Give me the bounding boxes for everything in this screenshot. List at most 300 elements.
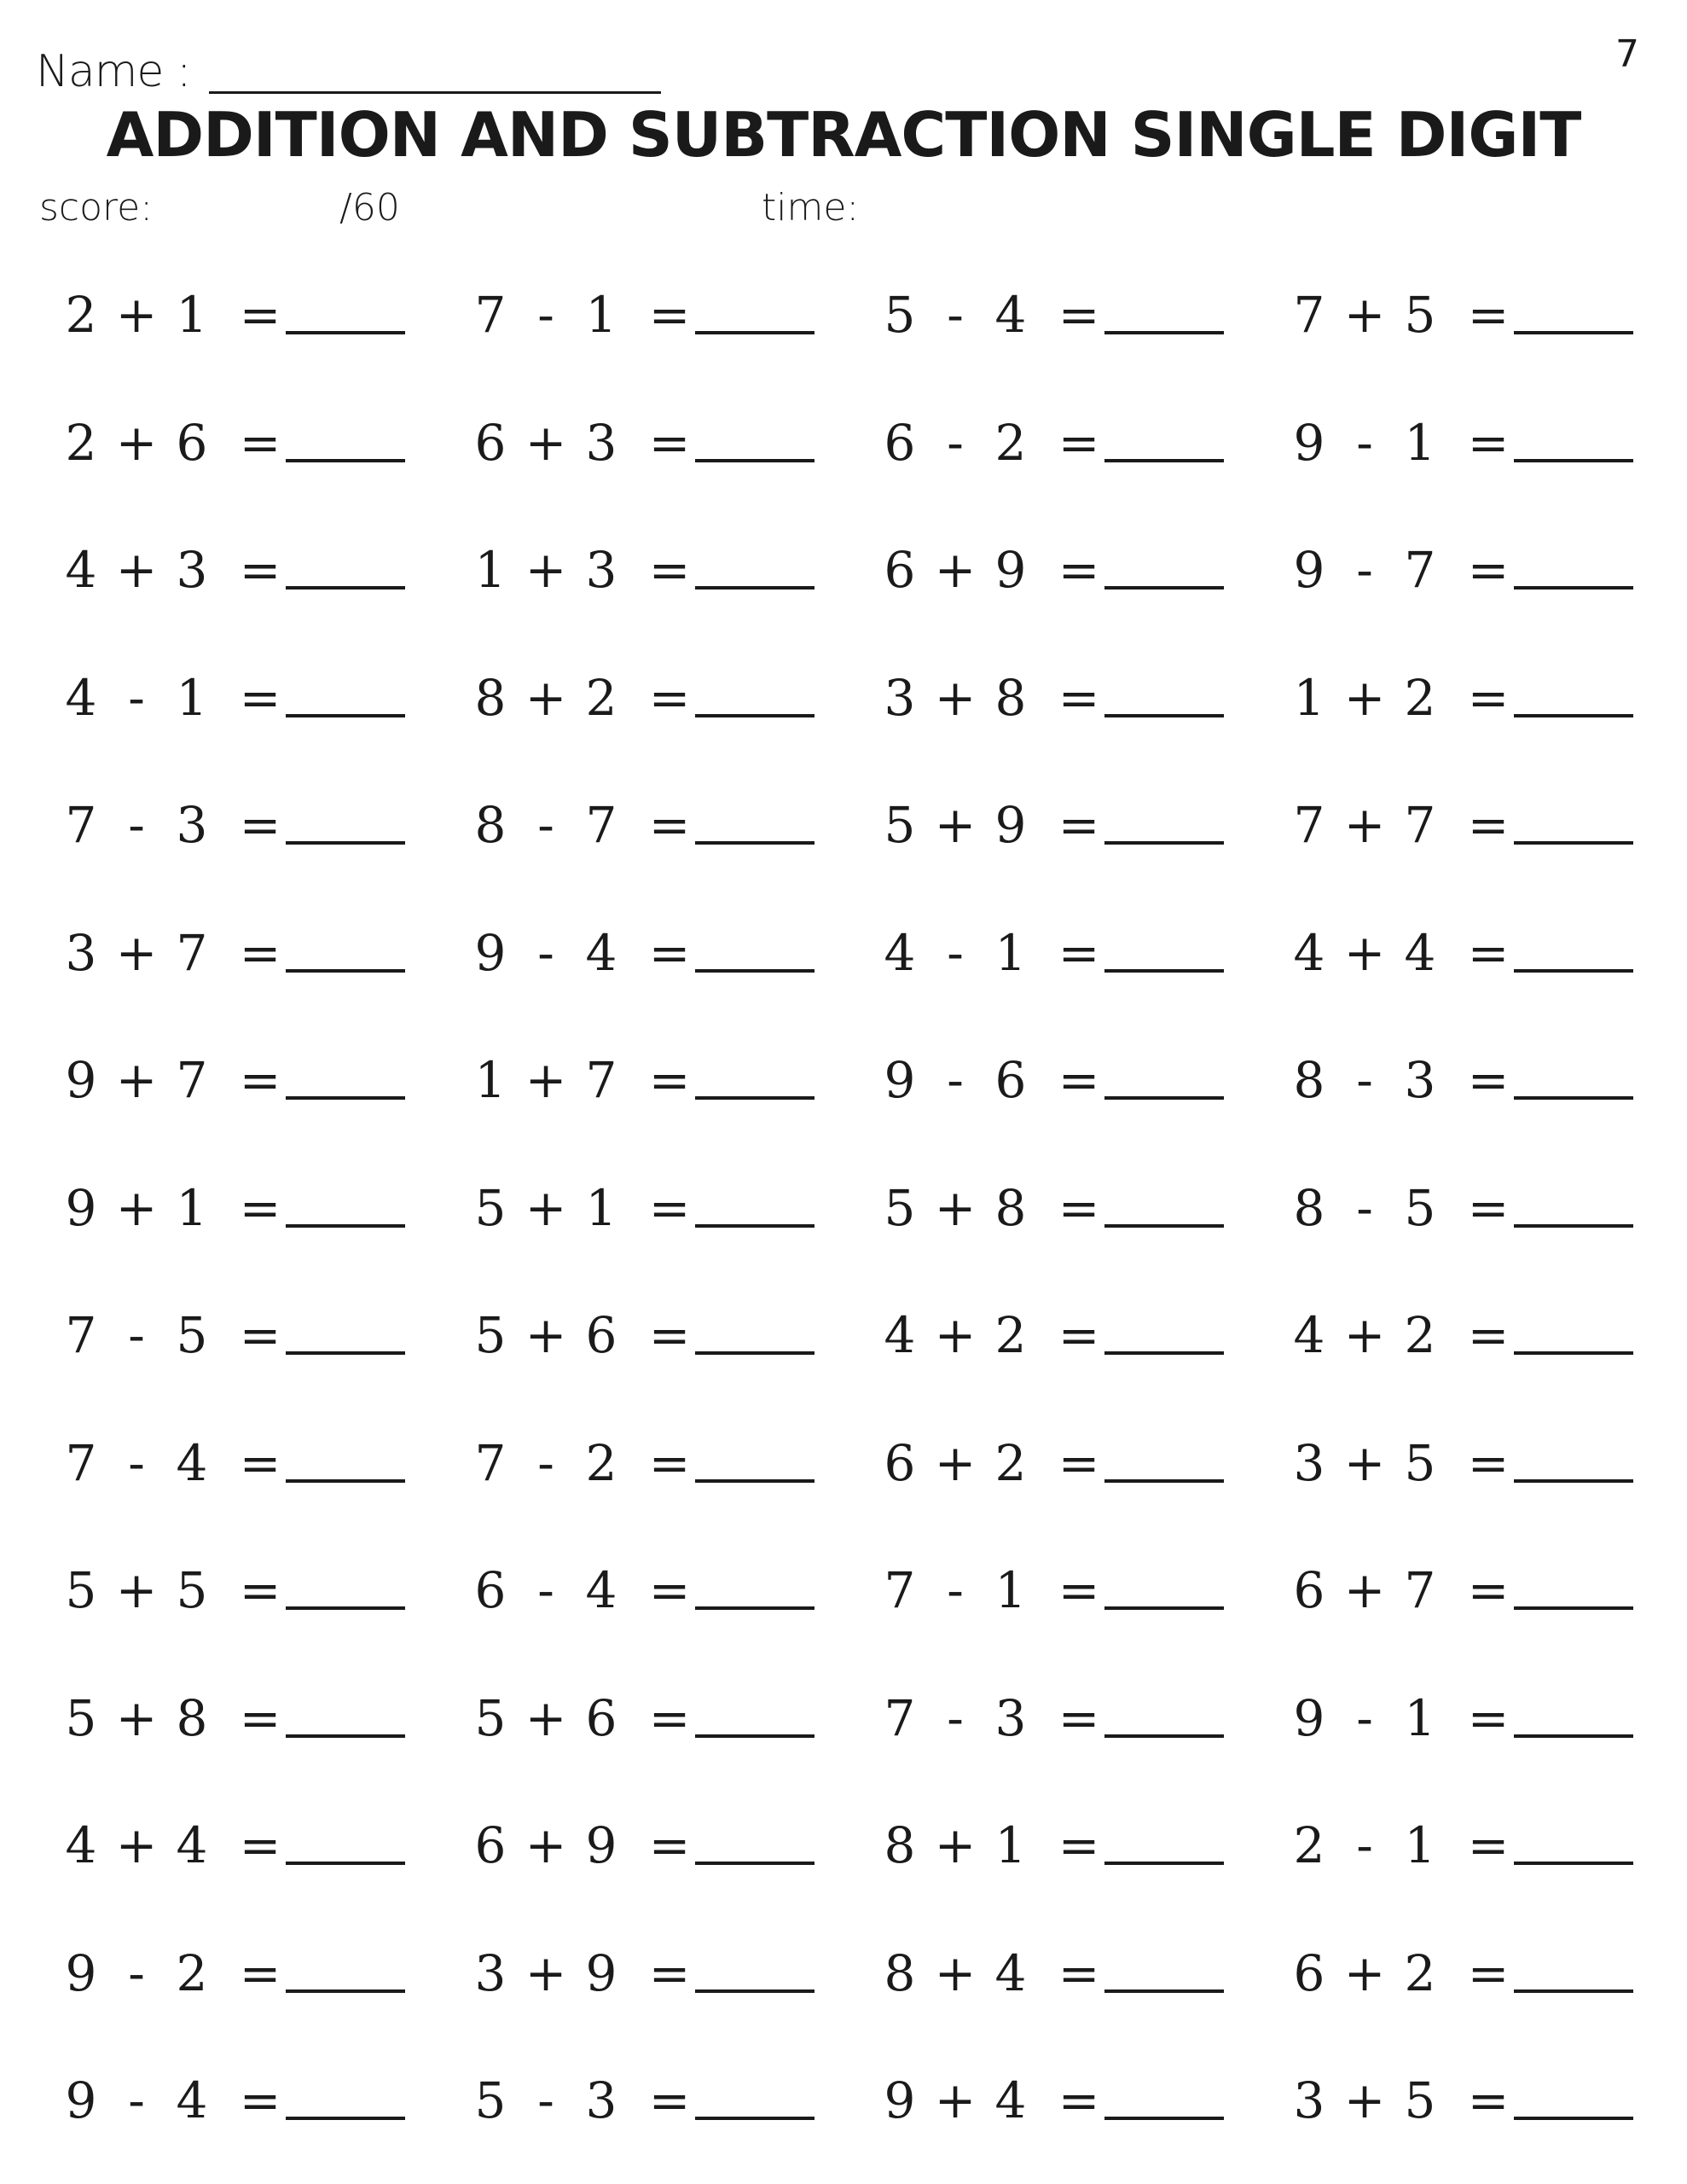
operand-a: 3: [65, 924, 97, 982]
math-problem: [1292, 1293, 1676, 1370]
operator: +: [115, 286, 158, 344]
operand-a: 6: [1293, 1944, 1325, 2002]
equals-sign: =: [648, 286, 691, 344]
operator: +: [934, 1816, 977, 1874]
problem-row: [0, 1166, 1687, 1243]
operator: +: [934, 2071, 977, 2129]
operand-a: 9: [1293, 414, 1325, 472]
equals-sign: =: [648, 1561, 691, 1619]
operator: +: [1343, 286, 1386, 344]
math-problem: [883, 1676, 1267, 1753]
operand-b: 8: [994, 669, 1027, 727]
operand-b: 3: [585, 414, 617, 472]
operand-b: 2: [1404, 669, 1436, 727]
answer-blank[interactable]: [286, 1479, 405, 1483]
operand-b: 3: [1404, 1051, 1436, 1109]
operand-b: 5: [1404, 2071, 1436, 2129]
answer-blank[interactable]: [1104, 1989, 1224, 1993]
problem-row: [0, 1421, 1687, 1498]
operand-b: 4: [176, 2071, 208, 2129]
equals-sign: =: [648, 669, 691, 727]
math-problem: [883, 911, 1267, 988]
equals-sign: =: [1467, 541, 1510, 599]
operand-a: 7: [884, 1561, 916, 1619]
operator: -: [128, 796, 145, 854]
math-problem: [64, 1166, 448, 1243]
answer-blank[interactable]: [1104, 969, 1224, 973]
operator: -: [947, 286, 964, 344]
answer-blank[interactable]: [1104, 1224, 1224, 1228]
math-problem: [883, 783, 1267, 860]
math-problem: [883, 528, 1267, 605]
operand-b: 2: [994, 1306, 1027, 1364]
equals-sign: =: [239, 1689, 281, 1747]
math-problem: [1292, 783, 1676, 860]
operand-b: 2: [1404, 1306, 1436, 1364]
page-number: 7: [1615, 32, 1639, 76]
answer-blank[interactable]: [1104, 1479, 1224, 1483]
operator: -: [947, 1051, 964, 1109]
operand-a: 1: [1293, 669, 1325, 727]
answer-blank[interactable]: [695, 714, 815, 717]
equals-sign: =: [1467, 1816, 1510, 1874]
equals-sign: =: [648, 414, 691, 472]
operand-a: 9: [65, 1944, 97, 2002]
answer-blank[interactable]: [1514, 1224, 1633, 1228]
operand-a: 9: [884, 2071, 916, 2129]
operand-a: 5: [474, 1179, 507, 1237]
math-problem: [1292, 1804, 1676, 1880]
equals-sign: =: [648, 541, 691, 599]
worksheet-header: [0, 0, 1687, 247]
operand-b: 1: [585, 1179, 617, 1237]
math-problem: [1292, 1548, 1676, 1625]
operand-b: 3: [176, 796, 208, 854]
answer-blank[interactable]: [1514, 331, 1633, 334]
math-problem: [883, 401, 1267, 478]
operand-b: 4: [176, 1816, 208, 1874]
math-problem: [473, 1676, 857, 1753]
operand-a: 7: [65, 1434, 97, 1492]
operand-b: 6: [585, 1689, 617, 1747]
name-input-line[interactable]: [209, 47, 661, 94]
answer-blank[interactable]: [1514, 1096, 1633, 1100]
operator: -: [1356, 1179, 1373, 1237]
operand-a: 5: [884, 1179, 916, 1237]
answer-blank[interactable]: [1514, 1989, 1633, 1993]
equals-sign: =: [1058, 1434, 1100, 1492]
operator: +: [525, 1944, 567, 2002]
operand-b: 1: [176, 669, 208, 727]
operand-b: 7: [176, 924, 208, 982]
equals-sign: =: [239, 1051, 281, 1109]
operand-a: 6: [1293, 1561, 1325, 1619]
operand-a: 4: [1293, 924, 1325, 982]
math-problem: [1292, 656, 1676, 733]
operator: +: [1343, 1944, 1386, 2002]
operand-b: 2: [1404, 1944, 1436, 2002]
operator: +: [525, 1689, 567, 1747]
equals-sign: =: [239, 796, 281, 854]
problem-row: [0, 528, 1687, 605]
math-problem: [473, 656, 857, 733]
math-problem: [473, 1421, 857, 1498]
score-total: /60: [339, 186, 400, 229]
operand-a: 5: [474, 1689, 507, 1747]
answer-blank[interactable]: [1104, 586, 1224, 590]
operand-a: 4: [1293, 1306, 1325, 1364]
operand-b: 5: [176, 1561, 208, 1619]
operator: +: [115, 1051, 158, 1109]
math-problem: [1292, 273, 1676, 350]
equals-sign: =: [239, 1944, 281, 2002]
math-problem: [1292, 528, 1676, 605]
equals-sign: =: [1058, 1689, 1100, 1747]
operand-a: 5: [65, 1689, 97, 1747]
answer-blank[interactable]: [695, 1479, 815, 1483]
operand-b: 6: [176, 414, 208, 472]
answer-blank[interactable]: [1104, 2117, 1224, 2120]
operator: -: [947, 1561, 964, 1619]
operand-b: 1: [1404, 1689, 1436, 1747]
operand-b: 2: [585, 669, 617, 727]
equals-sign: =: [648, 796, 691, 854]
operand-b: 4: [176, 1434, 208, 1492]
answer-blank[interactable]: [286, 1351, 405, 1355]
operand-b: 6: [585, 1306, 617, 1364]
equals-sign: =: [1058, 541, 1100, 599]
operand-b: 1: [994, 1561, 1027, 1619]
answer-blank[interactable]: [1514, 1351, 1633, 1355]
equals-sign: =: [239, 1561, 281, 1619]
operator: +: [115, 414, 158, 472]
operator: +: [525, 1306, 567, 1364]
answer-blank[interactable]: [1104, 331, 1224, 334]
operand-a: 4: [884, 1306, 916, 1364]
score-time-row: [0, 186, 1687, 241]
math-problem: [473, 1293, 857, 1370]
operator: +: [934, 1179, 977, 1237]
operand-a: 9: [1293, 1689, 1325, 1747]
answer-blank[interactable]: [286, 841, 405, 845]
equals-sign: =: [1058, 796, 1100, 854]
answer-blank[interactable]: [1514, 1479, 1633, 1483]
answer-blank[interactable]: [1514, 2117, 1633, 2120]
math-problem: [883, 656, 1267, 733]
operand-a: 2: [65, 414, 97, 472]
answer-blank[interactable]: [1514, 586, 1633, 590]
operand-b: 1: [176, 286, 208, 344]
operand-a: 7: [65, 1306, 97, 1364]
operator: +: [934, 541, 977, 599]
math-problem: [64, 1038, 448, 1115]
answer-blank[interactable]: [1514, 1734, 1633, 1738]
operand-b: 3: [585, 2071, 617, 2129]
operand-a: 3: [474, 1944, 507, 2002]
answer-blank[interactable]: [695, 1989, 815, 1993]
answer-blank[interactable]: [1104, 1351, 1224, 1355]
operator: -: [537, 1434, 554, 1492]
equals-sign: =: [1058, 1306, 1100, 1364]
operator: +: [934, 1944, 977, 2002]
answer-blank[interactable]: [1514, 1862, 1633, 1865]
answer-blank[interactable]: [695, 1224, 815, 1228]
operand-b: 1: [585, 286, 617, 344]
math-problem: [883, 1038, 1267, 1115]
operator: -: [1356, 1816, 1373, 1874]
math-problem: [64, 273, 448, 350]
problem-row: [0, 1548, 1687, 1625]
operator: -: [537, 796, 554, 854]
answer-blank[interactable]: [286, 1224, 405, 1228]
math-problem: [473, 2059, 857, 2135]
math-problem: [64, 2059, 448, 2135]
operand-a: 7: [65, 796, 97, 854]
operand-b: 9: [994, 541, 1027, 599]
answer-blank[interactable]: [286, 2117, 405, 2120]
equals-sign: =: [1058, 924, 1100, 982]
answer-blank[interactable]: [286, 1096, 405, 1100]
operator: +: [525, 1051, 567, 1109]
operand-b: 1: [1404, 414, 1436, 472]
answer-blank[interactable]: [286, 714, 405, 717]
operand-b: 4: [994, 1944, 1027, 2002]
operand-b: 5: [1404, 1179, 1436, 1237]
math-problem: [1292, 1038, 1676, 1115]
answer-blank[interactable]: [286, 331, 405, 334]
math-problem: [883, 1548, 1267, 1625]
operator: -: [537, 286, 554, 344]
math-problem: [1292, 1931, 1676, 2008]
operand-a: 8: [474, 796, 507, 854]
operand-a: 2: [1293, 1816, 1325, 1874]
equals-sign: =: [1058, 414, 1100, 472]
problem-row: [0, 1293, 1687, 1370]
answer-blank[interactable]: [695, 459, 815, 462]
math-problem: [64, 528, 448, 605]
operator: +: [1343, 796, 1386, 854]
answer-blank[interactable]: [1104, 841, 1224, 845]
equals-sign: =: [1467, 286, 1510, 344]
answer-blank[interactable]: [286, 1989, 405, 1993]
math-problem: [473, 1804, 857, 1880]
math-problem: [473, 273, 857, 350]
answer-blank[interactable]: [286, 1606, 405, 1610]
math-problem: [64, 656, 448, 733]
operator: +: [1343, 2071, 1386, 2129]
equals-sign: =: [239, 669, 281, 727]
operand-a: 9: [884, 1051, 916, 1109]
answer-blank[interactable]: [695, 841, 815, 845]
equals-sign: =: [239, 1434, 281, 1492]
math-problem: [883, 1931, 1267, 2008]
operand-a: 7: [474, 1434, 507, 1492]
problem-row: [0, 273, 1687, 350]
operand-b: 9: [994, 796, 1027, 854]
answer-blank[interactable]: [695, 1734, 815, 1738]
answer-blank[interactable]: [1104, 1862, 1224, 1865]
answer-blank[interactable]: [695, 331, 815, 334]
name-label: Name :: [36, 46, 191, 97]
operand-b: 2: [994, 414, 1027, 472]
answer-blank[interactable]: [695, 1351, 815, 1355]
operand-b: 1: [1404, 1816, 1436, 1874]
equals-sign: =: [1058, 1561, 1100, 1619]
worksheet-title: ADDITION AND SUBTRACTION SINGLE DIGIT: [106, 99, 1581, 171]
operator: +: [525, 414, 567, 472]
operand-a: 5: [65, 1561, 97, 1619]
math-problem: [64, 783, 448, 860]
operator: +: [1343, 1434, 1386, 1492]
equals-sign: =: [1467, 1179, 1510, 1237]
equals-sign: =: [1467, 1051, 1510, 1109]
math-problem: [64, 401, 448, 478]
answer-blank[interactable]: [1104, 1606, 1224, 1610]
operand-a: 7: [1293, 796, 1325, 854]
equals-sign: =: [648, 1689, 691, 1747]
equals-sign: =: [239, 2071, 281, 2129]
operand-a: 6: [474, 1816, 507, 1874]
operand-a: 4: [65, 669, 97, 727]
problem-row: [0, 1931, 1687, 2008]
operand-b: 8: [994, 1179, 1027, 1237]
problem-row: [0, 2059, 1687, 2135]
operator: +: [115, 1179, 158, 1237]
operand-a: 4: [65, 541, 97, 599]
operand-a: 6: [884, 541, 916, 599]
operator: -: [128, 1944, 145, 2002]
operand-b: 9: [585, 1816, 617, 1874]
answer-blank[interactable]: [1514, 969, 1633, 973]
operator: +: [934, 1434, 977, 1492]
answer-blank[interactable]: [1514, 841, 1633, 845]
operand-a: 6: [474, 414, 507, 472]
operand-a: 7: [1293, 286, 1325, 344]
operand-b: 4: [585, 1561, 617, 1619]
operand-a: 2: [65, 286, 97, 344]
name-field-row: [36, 34, 661, 97]
operator: +: [1343, 924, 1386, 982]
problem-row: [0, 1804, 1687, 1880]
answer-blank[interactable]: [286, 1734, 405, 1738]
math-problem: [1292, 1421, 1676, 1498]
operator: -: [537, 924, 554, 982]
operator: +: [115, 1561, 158, 1619]
equals-sign: =: [1467, 924, 1510, 982]
operator: -: [128, 1434, 145, 1492]
time-label: time:: [762, 186, 860, 229]
operand-a: 8: [884, 1816, 916, 1874]
operand-b: 7: [176, 1051, 208, 1109]
answer-blank[interactable]: [695, 969, 815, 973]
operand-b: 1: [994, 924, 1027, 982]
math-problem: [883, 1293, 1267, 1370]
equals-sign: =: [1058, 1816, 1100, 1874]
operand-a: 1: [474, 541, 507, 599]
equals-sign: =: [1467, 2071, 1510, 2129]
operand-a: 9: [1293, 541, 1325, 599]
operand-b: 5: [1404, 286, 1436, 344]
answer-blank[interactable]: [695, 1096, 815, 1100]
answer-blank[interactable]: [286, 969, 405, 973]
operand-b: 5: [1404, 1434, 1436, 1492]
operator: -: [1356, 414, 1373, 472]
equals-sign: =: [1467, 796, 1510, 854]
operand-a: 4: [65, 1816, 97, 1874]
math-problem: [64, 911, 448, 988]
answer-blank[interactable]: [286, 1862, 405, 1865]
math-problem: [473, 1166, 857, 1243]
operator: +: [1343, 1561, 1386, 1619]
operator: +: [1343, 1306, 1386, 1364]
answer-blank[interactable]: [1104, 1096, 1224, 1100]
answer-blank[interactable]: [1104, 1734, 1224, 1738]
operator: -: [947, 1689, 964, 1747]
equals-sign: =: [239, 924, 281, 982]
operand-b: 3: [176, 541, 208, 599]
math-problem: [883, 1804, 1267, 1880]
operator: +: [525, 1179, 567, 1237]
math-problem: [883, 1166, 1267, 1243]
answer-blank[interactable]: [695, 586, 815, 590]
operator: +: [115, 1816, 158, 1874]
answer-blank[interactable]: [1104, 714, 1224, 717]
operand-a: 5: [884, 796, 916, 854]
equals-sign: =: [648, 1816, 691, 1874]
operand-a: 9: [65, 2071, 97, 2129]
operand-b: 9: [585, 1944, 617, 2002]
equals-sign: =: [648, 1306, 691, 1364]
operator: -: [947, 414, 964, 472]
math-problem: [883, 273, 1267, 350]
operand-a: 5: [884, 286, 916, 344]
equals-sign: =: [239, 1816, 281, 1874]
math-problem: [64, 1421, 448, 1498]
operator: -: [537, 2071, 554, 2129]
operator: -: [1356, 1689, 1373, 1747]
equals-sign: =: [1467, 414, 1510, 472]
operand-b: 7: [585, 1051, 617, 1109]
equals-sign: =: [239, 286, 281, 344]
math-problem: [473, 1931, 857, 2008]
operand-b: 3: [994, 1689, 1027, 1747]
operand-a: 5: [474, 1306, 507, 1364]
answer-blank[interactable]: [1514, 459, 1633, 462]
answer-blank[interactable]: [1104, 459, 1224, 462]
operator: -: [1356, 1051, 1373, 1109]
operator: -: [947, 924, 964, 982]
answer-blank[interactable]: [695, 2117, 815, 2120]
operand-b: 7: [1404, 1561, 1436, 1619]
operator: +: [934, 796, 977, 854]
operand-a: 9: [65, 1051, 97, 1109]
operand-a: 6: [474, 1561, 507, 1619]
problem-row: [0, 401, 1687, 478]
operator: -: [128, 2071, 145, 2129]
answer-blank[interactable]: [286, 586, 405, 590]
answer-blank[interactable]: [286, 459, 405, 462]
answer-blank[interactable]: [695, 1862, 815, 1865]
operand-a: 8: [1293, 1051, 1325, 1109]
answer-blank[interactable]: [695, 1606, 815, 1610]
math-problem: [473, 528, 857, 605]
answer-blank[interactable]: [1514, 714, 1633, 717]
answer-blank[interactable]: [1514, 1606, 1633, 1610]
math-problem: [473, 911, 857, 988]
operand-b: 2: [176, 1944, 208, 2002]
operator: -: [128, 1306, 145, 1364]
operand-a: 7: [884, 1689, 916, 1747]
